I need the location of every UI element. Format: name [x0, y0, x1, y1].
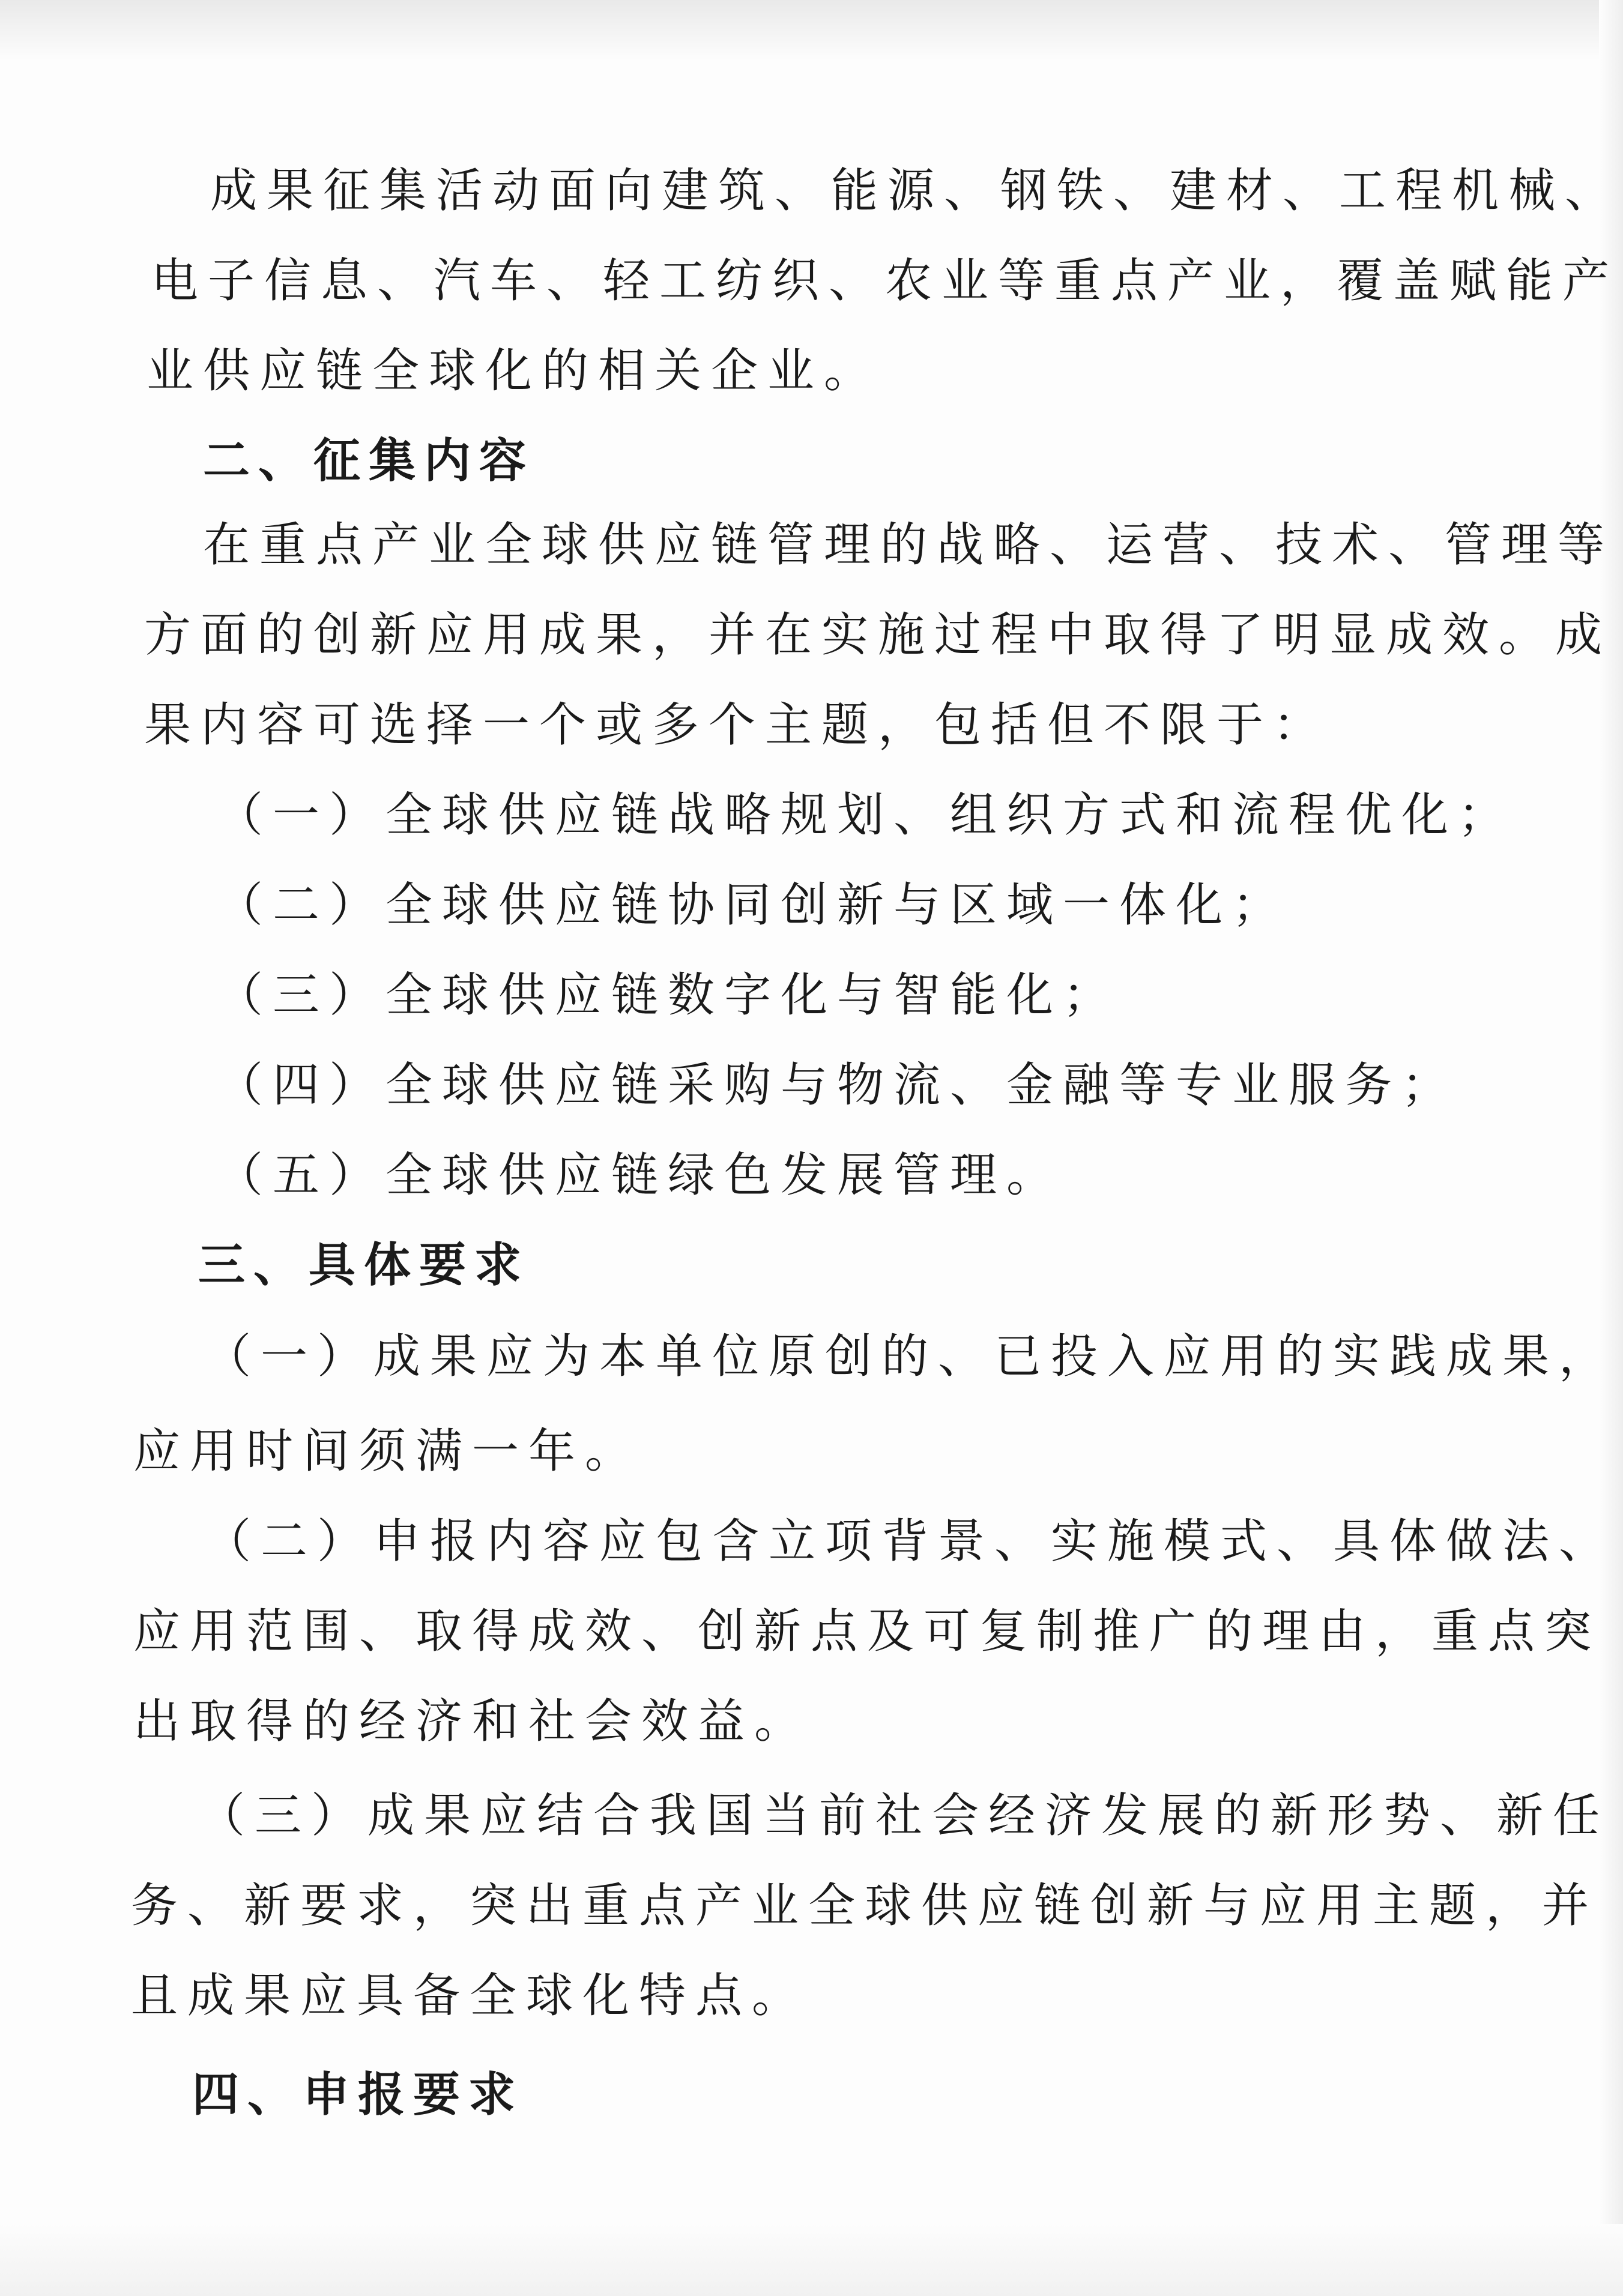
section-heading: 三、具体要求: [198, 1238, 530, 1292]
paragraph-line: 在重点产业全球供应链管理的战略、运营、技术、管理等: [203, 518, 1615, 572]
paragraph-line: （三）成果应结合我国当前社会经济发展的新形势、新任: [198, 1789, 1610, 1843]
paragraph-line: 出取得的经济和社会效益。: [133, 1695, 811, 1749]
list-item: （二）全球供应链协同创新与区域一体化；: [216, 878, 1289, 932]
paragraph-line: （一）成果应为本单位原创的、已投入应用的实践成果，: [204, 1330, 1616, 1384]
list-item: （一）全球供应链战略规划、组织方式和流程优化；: [216, 788, 1515, 842]
paragraph-line: 电子信息、汽车、轻工纺织、农业等重点产业，覆盖赋能产: [151, 254, 1619, 308]
list-item: （五）全球供应链绿色发展管理。: [216, 1148, 1063, 1202]
paragraph-line: （二）申报内容应包含立项背景、实施模式、具体做法、: [204, 1514, 1616, 1568]
list-item: （四）全球供应链采购与物流、金融等专业服务；: [216, 1058, 1458, 1112]
paragraph-line: 果内容可选择一个或多个主题，包括但不限于：: [144, 698, 1330, 752]
paragraph-line: 且成果应具备全球化特点。: [131, 1969, 809, 2023]
section-heading: 二、征集内容: [203, 434, 535, 488]
list-item: （三）全球供应链数字化与智能化；: [216, 968, 1120, 1022]
paragraph-line: 成果征集活动面向建筑、能源、钢铁、建材、工程机械、: [210, 164, 1622, 218]
paragraph-line: 应用范围、取得成效、创新点及可复制推广的理由，重点突: [133, 1604, 1601, 1659]
scan-shadow-top: [0, 0, 1623, 60]
scan-shadow-bottom: [0, 2224, 1623, 2296]
paragraph-line: 应用时间须满一年。: [133, 1424, 642, 1478]
section-heading: 四、申报要求: [192, 2068, 524, 2122]
paragraph-line: 方面的创新应用成果，并在实施过程中取得了明显成效。成: [144, 608, 1612, 662]
paragraph-line: 业供应链全球化的相关企业。: [147, 344, 881, 398]
scan-shadow-right: [1599, 0, 1623, 2296]
paragraph-line: 务、新要求，突出重点产业全球供应链创新与应用主题，并: [131, 1879, 1599, 1933]
